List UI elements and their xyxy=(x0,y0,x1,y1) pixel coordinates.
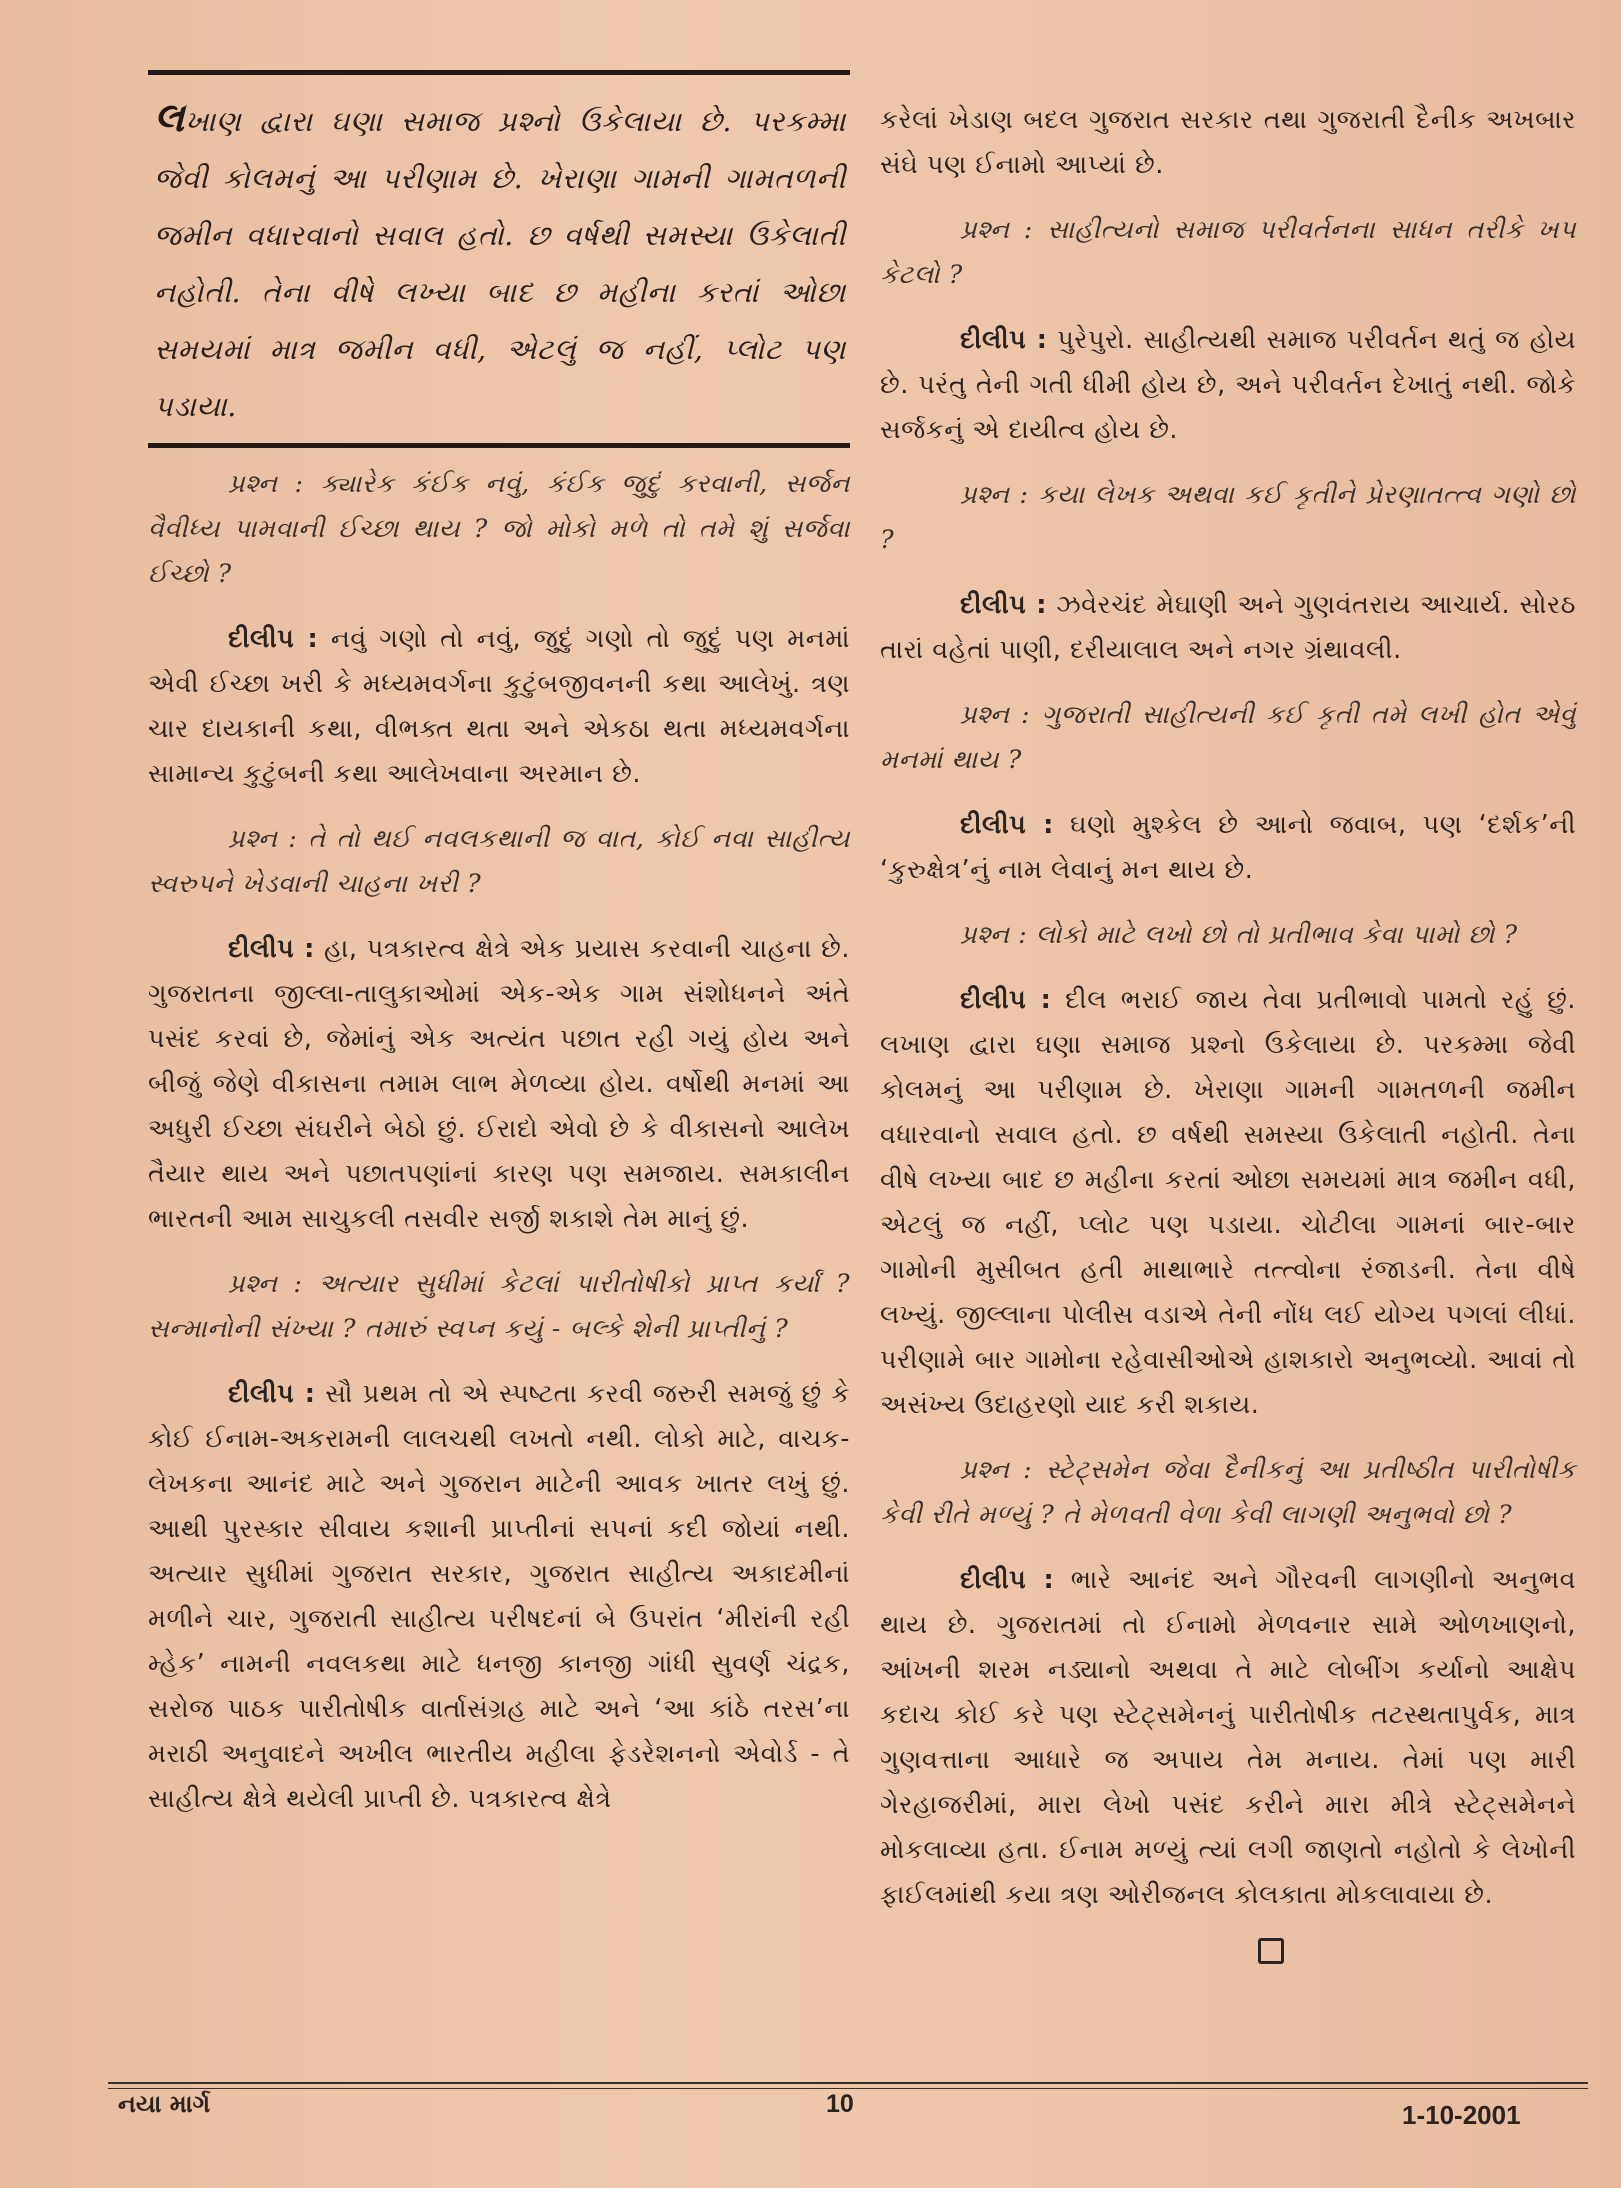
speaker-label: દીલીપ : xyxy=(960,590,1047,620)
interview-question: પ્રશ્ન : કયા લેખક અથવા કઈ કૃતીને પ્રેરણાતત્ત્વ ગણો છો ? xyxy=(880,480,1576,555)
answer-text: ઝવેરચંદ મેઘાણી અને ગુણવંતરાય આચાર્ય. સોરઠ તારાં વહેતાં પાણી, દરીયાલાલ અને નગર ગ્રંથાવલી. xyxy=(880,590,1576,665)
interview-question: પ્રશ્ન : તે તો થઈ નવલકથાની જ વાત, કોઈ નવા સાહીત્ય સ્વરુપને ખેડવાની ચાહના ખરી ? xyxy=(148,824,850,899)
interview-answer xyxy=(148,1372,850,1822)
right-column-body xyxy=(880,98,1576,1918)
interview-question: પ્રશ્ન : ક્યારેક કંઈક નવું, કંઈક જુદું કરવાની, સર્જન વૈવીધ્ય પામવાની ઈચ્છા થાય ? જો મોકો મળે તો તમે શું સર્જવા ઈચ્છો ? xyxy=(148,469,850,589)
answer-text: હા, પત્રકારત્વ ક્ષેત્રે એક પ્રયાસ કરવાની ચાહના છે. ગુજરાતના જીલ્લા-તાલુકાઓમાં એક-એક ગામ સંશોધનને અંતે પસંદ કરવાં છે, જેમાંનું એક અત્યંત પછાત રહી ગયું હોય અને બીજું જેણે વીકાસના તમામ લાભ મેળવ્યા હોય. વર્ષોથી મનમાં આ અધુરી ઈચ્છા સંઘરીને બેઠો છું. ઈરાદો એવો છે કે વીકાસનો આલેખ તૈયાર થાય અને પછાતપણાંનાં કારણ પણ સમજાય. સમકાલીન ભારતની આમ સાચુકલી તસવીર સર્જી શકાશે તેમ માનું છું. xyxy=(148,934,851,1234)
interview-question: પ્રશ્ન : અત્યાર સુધીમાં કેટલાં પારીતોષીકો પ્રાપ્ત કર્યાં ? સન્માનોની સંખ્યા ? તમારું સ્વપ્ન કયું - બલ્કે શેની પ્રાપ્તીનું ? xyxy=(148,1269,850,1344)
answer-text: પુરેપુરો. સાહીત્યથી સમાજ પરીવર્તન થતું જ હોય છે. પરંતુ તેની ગતી ધીમી હોય છે, અને પરીવર્તન દેખાતું નથી. જોકે સર્જકનું એ દાયીત્વ હોય છે. xyxy=(880,325,1576,445)
speaker-label: દીલીપ : xyxy=(960,325,1048,355)
interview-question: પ્રશ્ન : સાહીત્યનો સમાજ પરીવર્તનના સાધન તરીકે ખપ કેટલો ? xyxy=(880,215,1576,290)
interview-answer xyxy=(880,803,1576,893)
speaker-label: દીલીપ : xyxy=(228,934,315,964)
answer-text: ઘણો મુશ્કેલ છે આનો જવાબ, પણ ‘દર્શક’ની ‘કુરુક્ષેત્ર’નું નામ લેવાનું મન થાય છે. xyxy=(880,810,1577,885)
footer-rule xyxy=(108,2082,1588,2084)
interview-question: પ્રશ્ન : લોકો માટે લખો છો તો પ્રતીભાવ કેવા પામો છો ? xyxy=(960,920,1518,950)
speaker-label: દીલીપ : xyxy=(228,624,319,654)
right-column xyxy=(880,98,1576,1964)
pull-quote-text: ખાણ દ્વારા ઘણા સમાજ પ્રશ્નો ઉકેલાયા છે. પરકમ્મા જેવી કોલમનું આ પરીણામ છે. ખેરાણા ગામની ગામતળની જમીન વધારવાનો સવાલ હતો. છ વર્ષથી સમસ્યા ઉકેલાતી નહોતી. તેના વીષે લખ્યા બાદ છ મહીના કરતાં ઓછા સમયમાં માત્ર જમીન વધી, એટલું જ નહીં, પ્લોટ પણ પડાયા. xyxy=(154,105,846,423)
interview-answer xyxy=(880,1558,1576,1918)
speaker-label: દીલીપ : xyxy=(960,1565,1055,1595)
left-column xyxy=(148,70,850,1842)
pull-quote xyxy=(148,75,850,443)
interview-answer xyxy=(148,927,850,1242)
speaker-label: દીલીપ : xyxy=(960,810,1054,840)
interview-answer xyxy=(148,617,850,797)
interview-question: પ્રશ્ન : સ્ટેટ્સમેન જેવા દૈનીકનું આ પ્રતીષ્ઠીત પારીતોષીક કેવી રીતે મળ્યું ? તે મેળવતી વેળા કેવી લાગણી અનુભવો છો ? xyxy=(880,1455,1576,1530)
answer-text: નવું ગણો તો નવું, જુદું ગણો તો જુદું પણ મનમાં એવી ઈચ્છા ખરી કે મધ્યમવર્ગના કુટુંબજીવનની કથા આલેખું. ત્રણ ચાર દાયકાની કથા, વીભક્ત થતા અને એકઠા થતા મધ્યમવર્ગના સામાન્ય કુટુંબની કથા આલેખવાના અરમાન છે. xyxy=(148,624,850,789)
speaker-label: દીલીપ : xyxy=(228,1379,316,1409)
interview-answer xyxy=(880,583,1576,673)
pull-quote-bottom-rule xyxy=(148,443,850,448)
end-of-article-mark xyxy=(1258,1938,1284,1964)
footer-rule-thin xyxy=(108,2088,1588,2089)
issue-date: 1-10-2001 xyxy=(1402,2100,1521,2130)
answer-text: સૌ પ્રથમ તો એ સ્પષ્ટતા કરવી જરુરી સમજું છું કે કોઈ ઈનામ-અકરામની લાલચથી લખતો નથી. લોકો માટે, વાચક-લેખકના આનંદ માટે અને ગુજરાન માટેની આવક ખાતર લખું છું. આથી પુરસ્કાર સીવાય કશાની પ્રાપ્તીનાં સપનાં કદી જોયાં નથી. અત્યાર સુધીમાં ગુજરાત સરકાર, ગુજરાત સાહીત્ય અકાદમીનાં મળીને ચાર, ગુજરાતી સાહીત્ય પરીષદનાં બે ઉપરાંત ‘મીરાંની રહી મ્હેક’ નામની નવલકથા માટે ધનજી કાનજી ગાંધી સુવર્ણ ચંદ્રક, સરોજ પાઠક પારીતોષીક વાર્તાસંગ્રહ માટે અને ‘આ કાંઠે તરસ’ના મરાઠી અનુવાદને અખીલ ભારતીય મહીલા ફેડરેશનનો એવોર્ડ - તે સાહીત્ય ક્ષેત્રે થયેલી પ્રાપ્તી છે. પત્રકારત્વ ક્ષેત્રે xyxy=(148,1379,851,1814)
interview-question: પ્રશ્ન : ગુજરાતી સાહીત્યની કઈ કૃતી તમે લખી હોત એવું મનમાં થાય ? xyxy=(880,700,1576,775)
answer-text: દીલ ભરાઈ જાય તેવા પ્રતીભાવો પામતો રહું છું. લખાણ દ્વારા ઘણા સમાજ પ્રશ્નો ઉકેલાયા છે. પરકમ્મા જેવી કોલમનું આ પરીણામ છે. ખેરાણા ગામની ગામતળની જમીન વધારવાનો સવાલ હતો. છ વર્ષથી સમસ્યા ઉકેલાતી નહોતી. તેના વીષે લખ્યા બાદ છ મહીના કરતાં ઓછા સમયમાં માત્ર જમીન વધી, એટલું જ નહીં, પ્લોટ પણ પડાયા. ચોટીલા ગામનાં બાર-બાર ગામોની મુસીબત હતી માથાભારે તત્ત્વોના રંજાડની. તેના વીષે લખ્યું. જીલ્લાના પોલીસ વડાએ તેની નોંધ લઈ યોગ્ય પગલાં લીધાં. પરીણામે બાર ગામોના રહેવાસીઓએ હાશકારો અનુભવ્યો. આવાં તો અસંખ્ય ઉદાહરણો યાદ કરી શકાય. xyxy=(880,985,1576,1420)
drop-cap: લ xyxy=(154,94,185,141)
left-column-body xyxy=(148,462,850,1822)
interview-answer xyxy=(880,318,1576,453)
answer-text: ભારે આનંદ અને ગૌરવની લાગણીનો અનુભવ થાય છે. ગુજરાતમાં તો ઈનામો મેળવનાર સામે ઓળખાણનો, આંખની શરમ નડ્યાનો અથવા તે માટે લોબીંગ કર્યાનો આક્ષેપ કદાચ કોઈ કરે પણ સ્ટેટ્સમેનનું પારીતોષીક તટસ્થતાપુર્વક, માત્ર ગુણવત્તાના આધારે જ અપાય તેમ મનાય. તેમાં પણ મારી ગેરહાજરીમાં, મારા લેખો પસંદ કરીને મારા મીત્રે સ્ટેટ્સમેનને મોકલાવ્યા હતા. ઈનામ મળ્યું ત્યાં લગી જાણતો નહોતો કે લેખોની ફાઈલમાંથી કયા ત્રણ ઓરીજનલ કોલકાતા મોકલાવાયા છે. xyxy=(880,1565,1576,1910)
continued-answer: કરેલાં ખેડાણ બદલ ગુજરાત સરકાર તથા ગુજરાતી દૈનીક અખબાર સંઘે પણ ઈનામો આપ્યાં છે. xyxy=(880,105,1576,180)
magazine-name: નયા માર્ગ xyxy=(118,2090,211,2118)
page-number: 10 xyxy=(826,2090,854,2118)
interview-answer xyxy=(880,978,1576,1428)
speaker-label: દીલીપ : xyxy=(960,985,1052,1015)
